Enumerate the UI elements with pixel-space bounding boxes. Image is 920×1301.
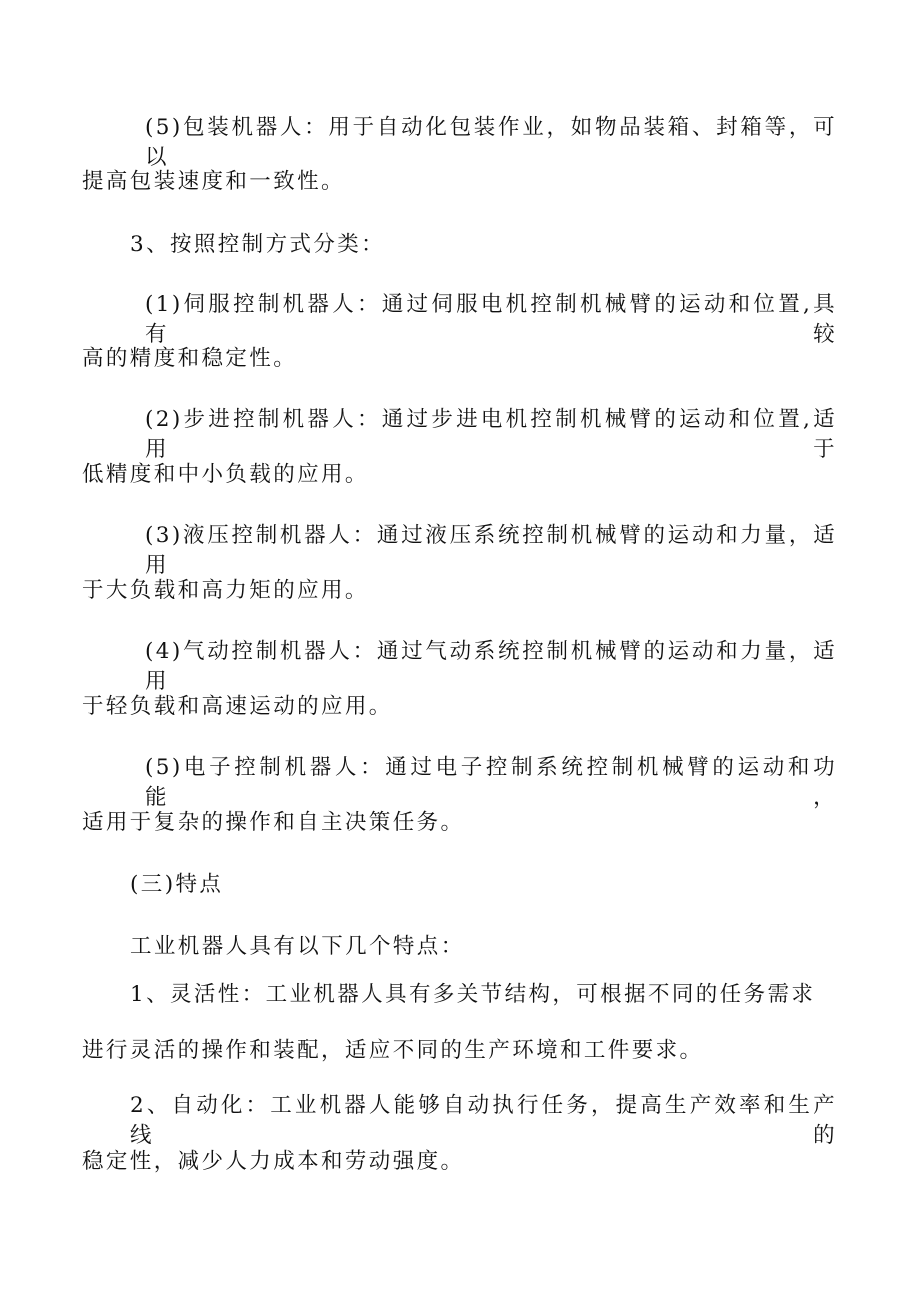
paragraph-line: 稳定性，减少人力成本和劳动强度。 xyxy=(82,1149,465,1174)
paragraph-line: 工业机器人具有以下几个特点： xyxy=(130,934,465,959)
paragraph-line: 进行灵活的操作和装配，适应不同的生产环境和工件要求。 xyxy=(82,1038,704,1063)
paragraph-line: (5)电子控制机器人：通过电子控制系统控制机械臂的运动和功能， xyxy=(145,755,837,810)
paragraph-line: (4)气动控制机器人：通过气动系统控制机械臂的运动和力量，适用 xyxy=(145,639,837,694)
paragraph-line: 低精度和中小负载的应用。 xyxy=(82,462,369,487)
paragraph-line: 高的精度和稳定性。 xyxy=(82,346,298,371)
paragraph-line: (1)伺服控制机器人：通过伺服电机控制机械臂的运动和位置,具有较 xyxy=(145,292,837,347)
section-heading: (三)特点 xyxy=(130,872,224,897)
paragraph-line: 于轻负载和高速运动的应用。 xyxy=(82,694,393,719)
paragraph-line: 2、自动化：工业机器人能够自动执行任务，提高生产效率和生产线的 xyxy=(130,1093,837,1148)
paragraph-line: 于大负载和高力矩的应用。 xyxy=(82,578,369,603)
paragraph-line: 提高包装速度和一致性。 xyxy=(82,169,345,194)
paragraph-line: (3)液压控制机器人：通过液压系统控制机械臂的运动和力量，适用 xyxy=(145,523,837,578)
section-heading: 3、按照控制方式分类： xyxy=(130,232,386,257)
paragraph-line: 适用于复杂的操作和自主决策任务。 xyxy=(82,810,465,835)
paragraph-line: (2)步进控制机器人：通过步进电机控制机械臂的运动和位置,适用于 xyxy=(145,407,837,462)
paragraph-line: 1、灵活性：工业机器人具有多关节结构，可根据不同的任务需求 xyxy=(130,982,816,1007)
paragraph-line: (5)包装机器人：用于自动化包装作业，如物品装箱、封箱等，可以 xyxy=(145,115,837,170)
